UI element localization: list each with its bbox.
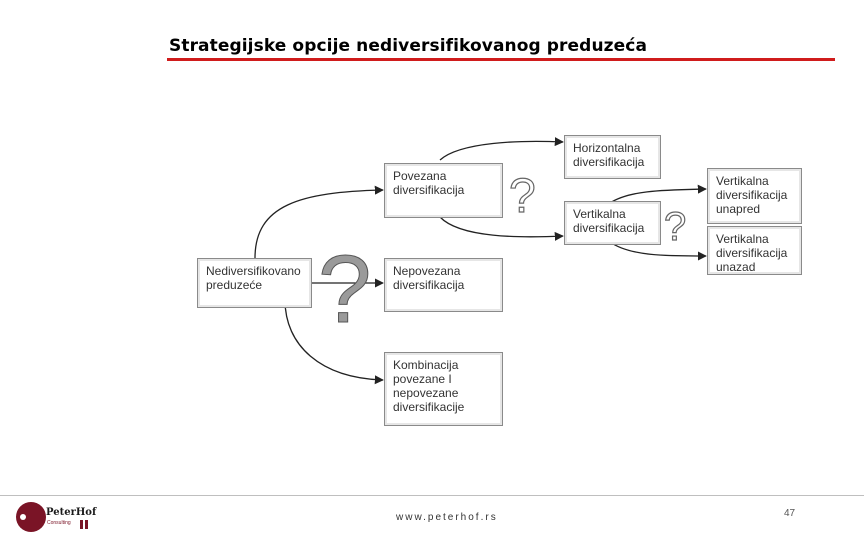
peterhof-logo xyxy=(16,502,102,532)
page-title: Strategijske opcije nediversifikovanog preduzeća xyxy=(169,36,648,56)
box-nepovezana-diversifikacija: Nepovezana diversifikacija xyxy=(384,258,503,312)
arrow-to-horizontalna xyxy=(440,141,563,160)
logo-bar-icon xyxy=(80,520,83,529)
question-mark-vertikalna: ? xyxy=(664,205,687,249)
question-mark-large: ? xyxy=(318,236,372,343)
box-vertikalna-unapred: Vertikalna diversifikacija unapred xyxy=(707,168,802,224)
box-horizontalna-diversifikacija: Horizontalna diversifikacija xyxy=(564,135,661,179)
box-vertikalna-diversifikacija: Vertikalna diversifikacija xyxy=(564,201,661,245)
box-vertikalna-unazad: Vertikalna diversifikacija unazad xyxy=(707,226,802,275)
page-number: 47 xyxy=(784,508,796,519)
box-povezana-diversifikacija: Povezana diversifikacija xyxy=(384,163,503,218)
logo-dot-icon xyxy=(20,514,26,520)
box-kombinacija: Kombinacija povezane I nepovezane diversifikacije xyxy=(384,352,503,426)
question-mark-povezana: ? xyxy=(509,170,536,223)
logo-name: PeterHof xyxy=(46,507,97,518)
footer-divider xyxy=(0,495,864,496)
arrow-to-vertikalna xyxy=(440,217,563,237)
footer-url: www.peterhof.rs xyxy=(396,512,498,523)
box-nediversifikovano-preduzece: Nediversifikovano preduzeće xyxy=(197,258,312,308)
logo-tagline: Consulting xyxy=(47,520,71,526)
logo-bar-icon xyxy=(85,520,88,529)
